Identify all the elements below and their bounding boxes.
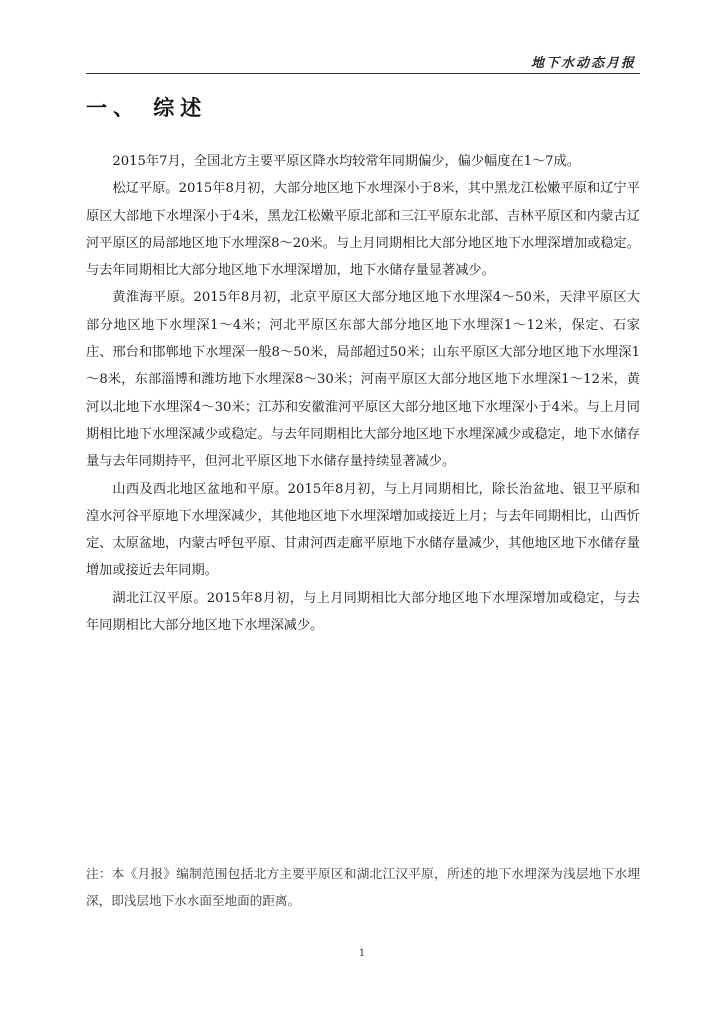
header-divider (86, 73, 640, 74)
paragraph-huanghuaihai-plain: 黄淮海平原。2015年8月初，北京平原区大部分地区地下水埋深4～50米，天津平原区大部分地区地下水埋深1～4米；河北平原区东部大部分地区地下水埋深1～12米，保定、石家庄、邢台和邯郸地下水埋深一般8～50米，局部超过50米；山东平原区大部分地区地下水埋深1～8米，东部淄博和潍坊地下水埋深8～30米；河南平原区大部分地区地下水埋深1～12米，黄河以北地下水埋深4～30米；江苏和安徽淮河平原区大部分地区地下水埋深小于4米。与上月同期相比地下水埋深减少或稳定。与去年同期相比大部分地区地下水埋深减少或稳定，地下水储存量与去年同期持平，但河北平原区地下水储存量持续显著减少。 (86, 290, 640, 470)
body-text (86, 148, 640, 639)
paragraph-jianghan-plain: 湖北江汉平原。2015年8月初，与上月同期相比大部分地区地下水埋深增加或稳定，与去年同期相比大部分地区地下水埋深减少。 (86, 590, 640, 634)
footnote: 注：本《月报》编制范围包括北方主要平原区和湖北江汉平原，所述的地下水埋深为浅层地下水埋深，即浅层地下水水面至地面的距离。 (86, 866, 640, 908)
running-header-title: 地下水动态月报 (530, 56, 636, 71)
page-number: 1 (358, 948, 366, 959)
section-heading: 一、 综述 (86, 95, 208, 120)
paragraph-songliao-plain: 松辽平原。2015年8月初，大部分地区地下水埋深小于8米，其中黑龙江松嫩平原和辽宁平原区大部地下水埋深小于4米，黑龙江松嫩平原北部和三江平原东北部、吉林平原区和内蒙古辽河平原区的局部地区地下水埋深8～20米。与上月同期相比大部分地区地下水埋深增加或稳定。与去年同期相比大部分地区地下水埋深增加，地下水储存量显著减少。 (86, 181, 640, 279)
paragraph-overview: 2015年7月，全国北方主要平原区降水均较常年同期偏少，偏少幅度在1～7成。 (112, 154, 580, 169)
paragraph-shanxi-northwest: 山西及西北地区盆地和平原。2015年8月初，与上月同期相比，除长治盆地、银卫平原和湟水河谷平原地下水埋深减少，其他地区地下水埋深增加或接近上月；与去年同期相比，山西忻定、太原盆地，内蒙古呼包平原、甘肃河西走廊平原地下水储存量减少，其他地区地下水储存量增加或接近去年同期。 (86, 481, 640, 579)
